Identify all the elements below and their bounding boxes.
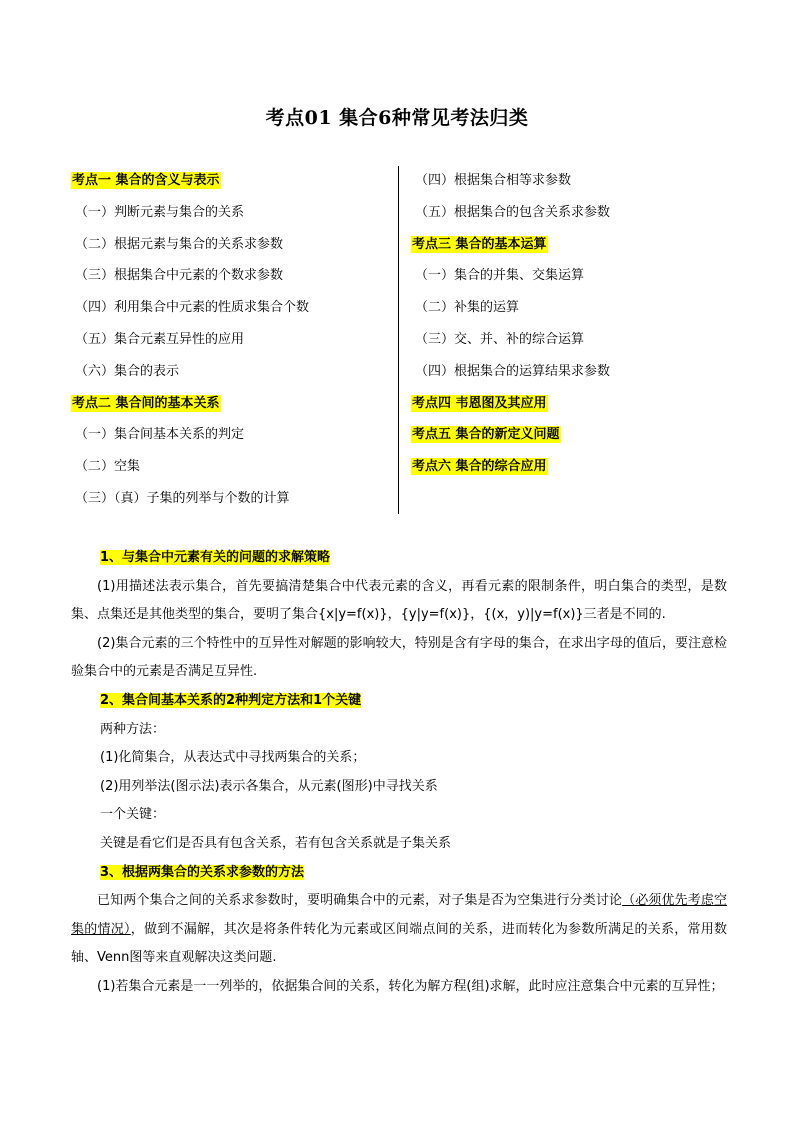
toc-item[interactable]: （六）集合的表示 (75, 363, 180, 379)
section-heading: 1、与集合中元素有关的问题的求解策略 (100, 550, 331, 565)
section-heading: 2、集合间基本关系的2种判定方法和1个关键 (100, 692, 362, 708)
toc-item[interactable]: （四）根据集合的运算结果求参数 (415, 363, 611, 379)
toc-right-column (411, 168, 731, 486)
paragraph: (2)集合元素的三个特性中的互异性对解题的影响较大，特别是含有字母的集合，在求出字母的值后，要注意检验集合中的元素是否满足互异性. (71, 635, 727, 680)
toc-item[interactable]: （二）补集的运算 (415, 300, 520, 316)
toc-heading[interactable]: 考点四 韦恩图及其应用 (412, 395, 547, 411)
toc-heading[interactable]: 考点二 集合间的基本关系 (72, 395, 220, 411)
underlined-note: （必须优先考虑空集的情况） (71, 893, 727, 937)
toc-item[interactable]: （一）集合的并集、交集运算 (415, 268, 585, 284)
body-content (71, 544, 727, 1002)
toc-item[interactable]: （二）空集 (75, 459, 141, 475)
toc-item[interactable]: （四）根据集合相等求参数 (415, 173, 572, 188)
toc-item[interactable]: （三）（真）子集的列举与个数的计算 (75, 490, 290, 506)
paragraph: (1)用描述法表示集合，首先要搞清楚集合中代表元素的含义，再看元素的限制条件，明白集合的类型，是数集、点集还是其他类型的集合，要明了集合{x|y=f(x)}，{y|y=f(x)}，{(x，y)|y=f(x)}三者是不同的. (71, 578, 727, 623)
paragraph: (2)用列举法(图示法)表示各集合，从元素(图形)中寻找关系 (100, 778, 438, 794)
toc-item[interactable]: （一）集合间基本关系的判定 (75, 427, 245, 443)
toc-divider (398, 166, 399, 514)
page-title: 考点01 集合6种常见考法归类 (265, 107, 529, 129)
toc-item[interactable]: （五）根据集合的包含关系求参数 (415, 204, 611, 220)
paragraph: 一个关键： (100, 807, 166, 823)
toc-item[interactable]: （三）根据集合中元素的个数求参数 (75, 268, 284, 284)
paragraph: 已知两个集合之间的关系求参数时，要明确集合中的元素，对子集是否为空集进行分类讨论（必须优先考虑空集的情况），做到不漏解，其次是将条件转化为元素或区间端点间的关系，进而转化为参数所满足的关系，常用数轴、Venn图等来直观解决这类问题. (71, 893, 727, 966)
toc-heading[interactable]: 考点一 集合的含义与表示 (72, 173, 220, 188)
toc-item[interactable]: （二）根据元素与集合的关系求参数 (75, 236, 284, 252)
toc-item[interactable]: （五）集合元素互异性的应用 (75, 331, 245, 347)
paragraph: 关键是看它们是否具有包含关系，若有包含关系就是子集关系 (100, 835, 452, 851)
paragraph: (1)化简集合，从表达式中寻找两集合的关系； (100, 750, 366, 766)
toc-heading[interactable]: 考点五 集合的新定义问题 (412, 427, 560, 443)
toc-heading[interactable]: 考点六 集合的综合应用 (412, 459, 547, 475)
toc-item[interactable]: （一）判断元素与集合的关系 (75, 204, 245, 220)
toc-heading[interactable]: 考点三 集合的基本运算 (412, 236, 547, 252)
toc-item[interactable]: （四）利用集合中元素的性质求集合个数 (75, 300, 310, 316)
paragraph: 两种方法： (100, 721, 166, 737)
toc-item[interactable]: （三）交、并、补的综合运算 (415, 331, 585, 347)
paragraph: (1)若集合元素是一一列举的，依据集合间的关系，转化为解方程(组)求解，此时应注意集合中元素的互异性； (97, 978, 724, 994)
toc-left-column (71, 168, 391, 518)
section-heading: 3、根据两集合的关系求参数的方法 (100, 864, 305, 880)
